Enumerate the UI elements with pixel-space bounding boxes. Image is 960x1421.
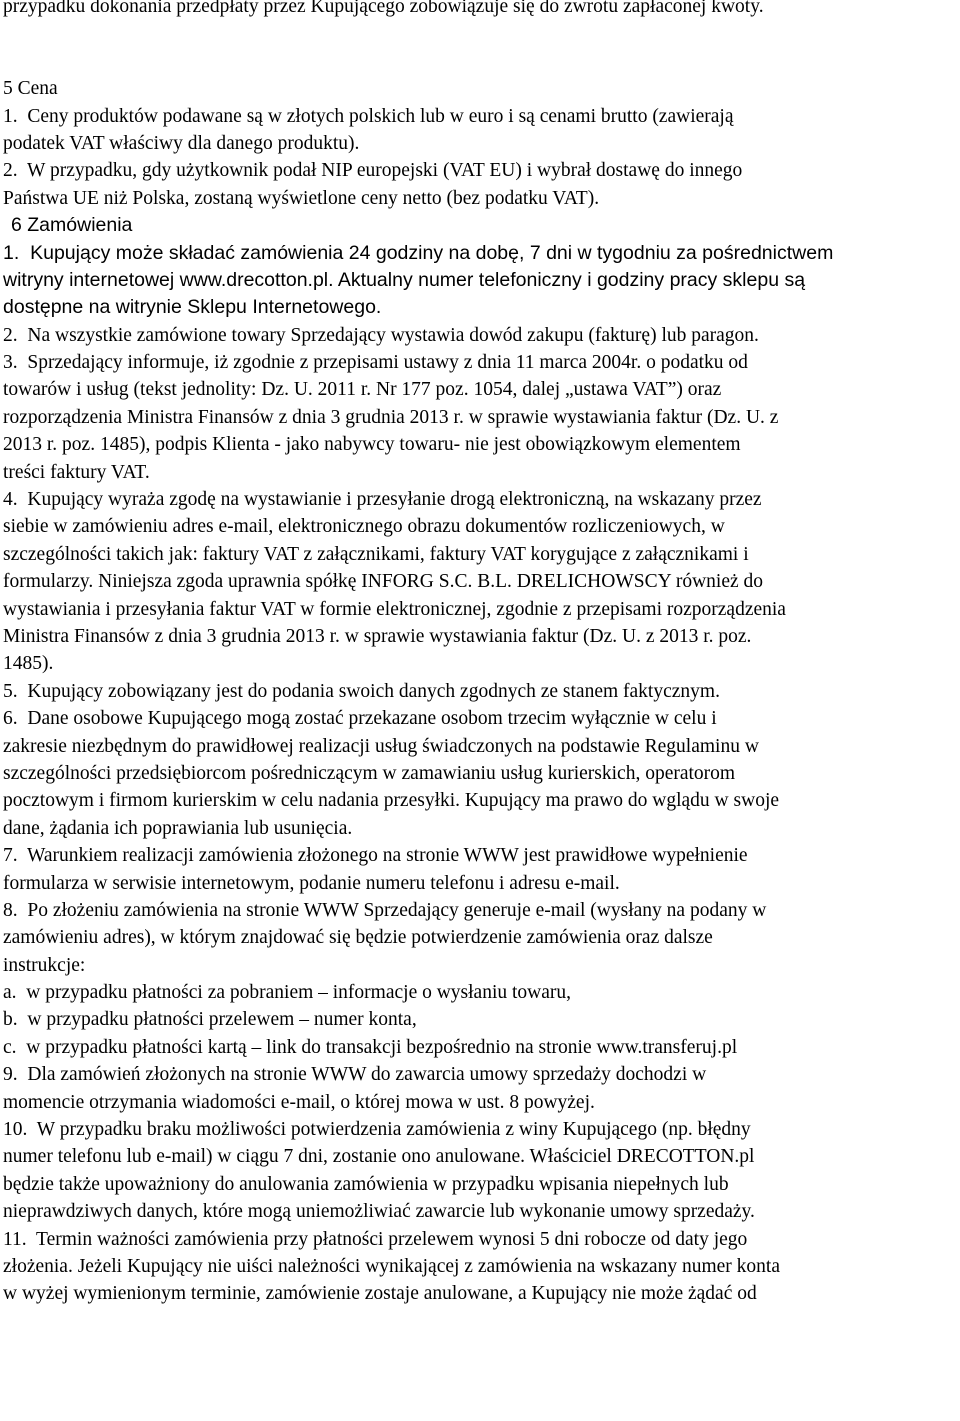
text-line [3, 1308, 957, 1335]
text-line: dostępne na witrynie Sklepu Internetowego. [3, 296, 382, 319]
text-line: 9. Dla zamówień złożonych na stronie WWW do zawarcia umowy sprzedaży dochodzi w [3, 1064, 707, 1086]
text-line: 11. Termin ważności zamówienia przy płatności przelewem wynosi 5 dni robocze od daty jego [3, 1228, 748, 1250]
text-line: b. w przypadku płatności przelewem – numer konta, [3, 1009, 417, 1031]
text-line: 5. Kupujący zobowiązany jest do podania swoich danych zgodnych ze stanem faktycznym. [3, 680, 720, 702]
text-line: 2. Na wszystkie zamówione towary Sprzedający wystawia dowód zakupu (fakturę) lub paragon. [3, 324, 759, 346]
text-line: zamówieniu adres), w którym znajdować się będzie potwierdzenie zamówienia oraz dalsze [3, 927, 713, 949]
text-line: formularza w serwisie internetowym, podanie numeru telefonu i adresu e-mail. [3, 872, 620, 894]
text-line: towarów i usług (tekst jednolity: Dz. U. 2011 r. Nr 177 poz. 1054, dalej „ustawa VAT”) oraz [3, 379, 722, 401]
text-line: w wyżej wymienionym terminie, zamówienie zostaje anulowane, a Kupujący nie może żądać od [3, 1283, 757, 1305]
section-heading: 6 Zamówienia [11, 214, 133, 237]
text-line: dane, żądania ich poprawiania lub usunięcia. [3, 817, 353, 839]
text-line: 10. W przypadku braku możliwości potwierdzenia zamówienia z winy Kupującego (np. błędny [3, 1119, 751, 1141]
document-page [3, 0, 957, 1335]
text-line: Ministra Finansów z dnia 3 grudnia 2013 r. w sprawie wystawiania faktur (Dz. U. z 2013 r. poz. [3, 625, 752, 647]
text-line: treści faktury VAT. [3, 461, 150, 483]
blank-line [3, 48, 957, 75]
section-6-body [3, 240, 957, 1336]
text-line: 2. W przypadku, gdy użytkownik podał NIP europejski (VAT EU) i wybrał dostawę do innego [3, 160, 743, 182]
section-heading: 5 Cena [3, 78, 58, 100]
text-line: Państwa UE niż Polska, zostaną wyświetlone ceny netto (bez podatku VAT). [3, 187, 600, 209]
text-line: numer telefonu lub e-mail) w ciągu 7 dni, zostanie ono anulowane. Właściciel DRECOTTON.pl [3, 1146, 755, 1168]
text-line: c. w przypadku płatności kartą – link do transakcji bezpośrednio na stronie www.transferuj.pl [3, 1036, 738, 1058]
text-line: momencie otrzymania wiadomości e-mail, o której mowa w ust. 8 powyżej. [3, 1091, 595, 1113]
blank-line [3, 20, 957, 47]
text-line: witryny internetowej www.drecotton.pl. Aktualny numer telefoniczny i godziny pracy sklepu są [3, 268, 806, 291]
text-line: 1485). [3, 653, 54, 675]
text-line: pocztowym i firmom kurierskim w celu nadania przesyłki. Kupujący ma prawo do wglądu w swoje [3, 790, 780, 812]
text-line: będzie także upoważniony do anulowania zamówienia w przypadku wpisania niepełnych lub [3, 1173, 729, 1195]
text-line: a. w przypadku płatności za pobraniem – informacje o wysłaniu towaru, [3, 982, 572, 1004]
text-line: 2013 r. poz. 1485), podpis Klienta - jako nabywcy towaru- nie jest obowiązkowym elementem [3, 434, 741, 456]
text-line: podatek VAT właściwy dla danego produktu). [3, 132, 360, 154]
text-line: 7. Warunkiem realizacji zamówienia złożonego na stronie WWW jest prawidłowe wypełnienie [3, 845, 748, 867]
text-line: złożenia. Jeżeli Kupujący nie uiści należności wynikającej z zamówienia na wskazany numer konta [3, 1255, 780, 1277]
text-line: 1. Ceny produktów podawane są w złotych polskich lub w euro i są cenami brutto (zawierają [3, 105, 734, 127]
text-line: rozporządzenia Ministra Finansów z dnia 3 grudnia 2013 r. w sprawie wystawiania faktur (Dz. U. z [3, 406, 779, 428]
text-line: szczególności takich jak: faktury VAT z załącznikami, faktury VAT korygujące z załącznikami i [3, 543, 749, 565]
text-line: szczególności przedsiębiorcom pośredniczącym w zamawianiu usług kurierskich, operatorom [3, 762, 736, 784]
text-line: wystawiania i przesyłania faktur VAT w formie elektronicznej, zgodnie z przepisami rozporządzenia [3, 598, 786, 620]
section-5-body [3, 103, 957, 213]
text-line: 8. Po złożeniu zamówienia na stronie WWW Sprzedający generuje e-mail (wysłany na podany w [3, 899, 767, 921]
text-line: 1. Kupujący może składać zamówienia 24 godziny na dobę, 7 dni w tygodniu za pośrednictwem [3, 241, 834, 264]
text-line: zakresie niezbędnym do prawidłowej realizacji usług świadczonych na podstawie Regulaminu w [3, 735, 759, 757]
text-line: 6. Dane osobowe Kupującego mogą zostać przekazane osobom trzecim wyłącznie w celu i [3, 708, 717, 730]
text-line: 3. Sprzedający informuje, iż zgodnie z przepisami ustawy z dnia 11 marca 2004r. o podatku od [3, 352, 748, 374]
text-line: siebie w zamówieniu adres e-mail, elektronicznego obrazu dokumentów rozliczeniowych, w [3, 516, 725, 538]
text-line: instrukcje: [3, 954, 86, 976]
text-line: formularzy. Niniejsza zgoda uprawnia spółkę INFORG S.C. B.L. DRELICHOWSCY również do [3, 571, 764, 593]
text-line: nieprawdziwych danych, które mogą uniemożliwiać zawarcie lub wykonanie umowy sprzedaży. [3, 1201, 755, 1223]
text-line: 4. Kupujący wyraża zgodę na wystawianie i przesyłanie drogą elektroniczną, na wskazany przez [3, 489, 762, 511]
text-line: przypadku dokonania przedpłaty przez Kupującego zobowiązuje się do zwrotu zapłaconej kwoty. [3, 0, 764, 17]
